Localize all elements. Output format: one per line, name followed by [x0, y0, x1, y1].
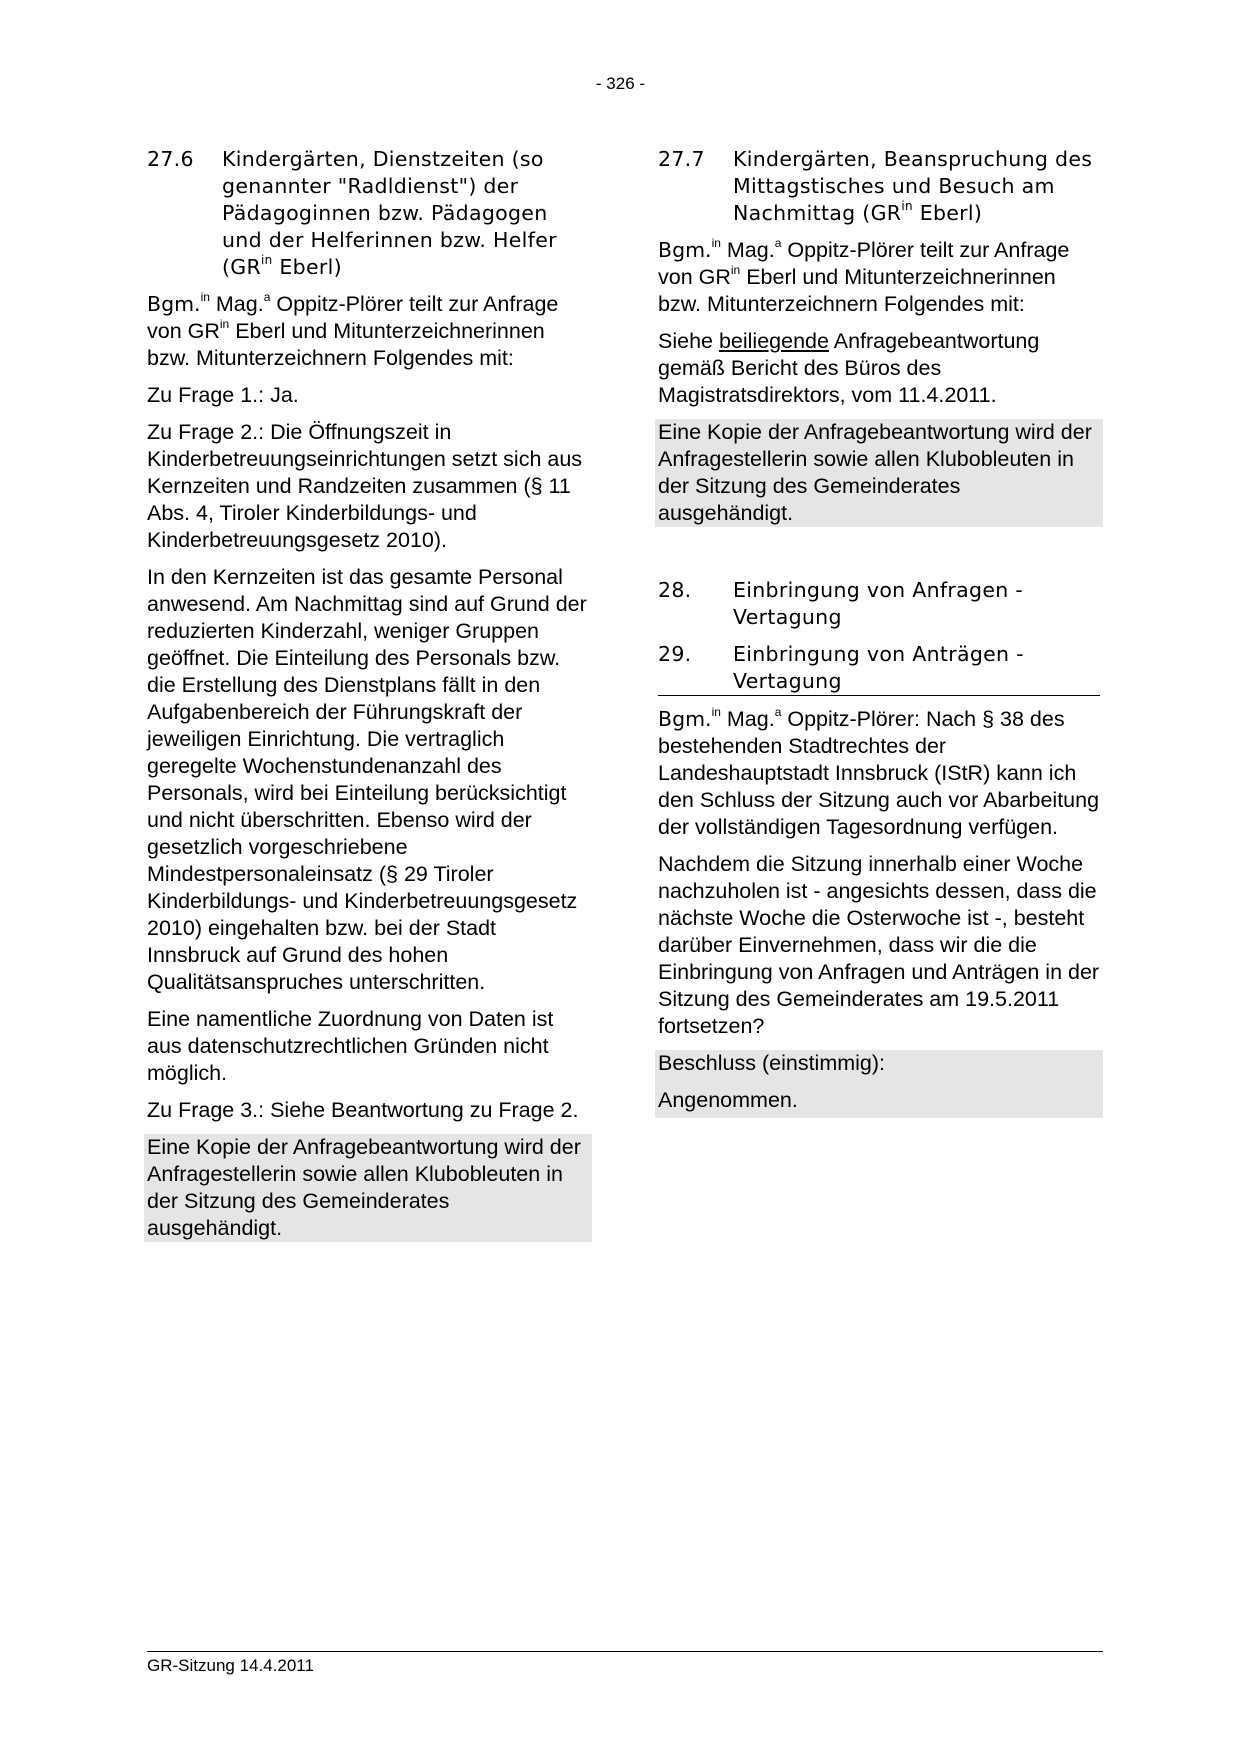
mayor-statement: Bgm.$^{in}$ Mag.$^a$ Oppitz-Plörer: Nach § 38 des bestehenden Stadtrechtes der Landeshauptstadt Innsbruck (IStR) kann ich den Schluss der Sitzung auch vor Abarbeitung der vollständigen Tagesordnung verfügen.	[658, 704, 1100, 839]
heading-number: 27.7	[658, 147, 705, 171]
copy-notice: Eine Kopie der Anfragebeantwortung wird der Anfragestellerin sowie allen Klubobleuten in der Sitzung des Gemeinderates ausgehändigt.	[144, 1134, 592, 1242]
answer-question-3: Zu Frage 3.: Siehe Beantwortung zu Frage 2.	[147, 1098, 579, 1122]
resolution-box	[655, 1050, 1103, 1118]
heading-27-6	[147, 146, 589, 281]
attachment-link: beiliegende	[718, 329, 829, 353]
heading-title: Einbringung von Anträgen - Vertagung	[733, 642, 1024, 693]
heading-27-7	[658, 146, 1100, 227]
heading-title: Einbringung von Anfragen - Vertagung	[733, 578, 1024, 629]
heading-29	[658, 641, 1100, 696]
heading-number: 28.	[658, 578, 692, 602]
answer-question-2: Zu Frage 2.: Die Öffnungszeit in Kinderbetreuungseinrichtungen setzt sich aus Kernzeiten und Randzeiten zusammen (§ 11 Abs. 4, Tiroler Kinderbildungs- und Kinderbetreuungsgesetz 2010).	[147, 420, 583, 552]
left-column	[147, 146, 589, 1252]
intro-paragraph: Bgm.$^{in}$ Mag.$^a$ Oppitz-Plörer teilt zur Anfrage von $GR^{in}$ Eberl und Mitunterzeichnerinnen bzw. Mitunterzeichnern Folgendes mit:	[147, 289, 559, 370]
resolution-label: Beschluss (einstimmig):	[658, 1051, 885, 1075]
postponement-paragraph: Nachdem die Sitzung innerhalb einer Woche nachzuholen ist - angesichts dessen, dass die nächste Woche die Osterwoche ist -, besteht darüber Einvernehmen, dass wir die die Einbringung von Anfragen und Anträgen in der Sitzung des Gemeinderates am 19.5.2011 fortsetzen?	[658, 852, 1100, 1038]
heading-title: Kindergärten, Dienstzeiten (so genannter "Radldienst") der Pädagoginnen bzw. Pädagogen und der Helferinnen bzw. Helfer ($GR^{in}$ Eberl)	[222, 147, 557, 279]
heading-28	[658, 577, 1100, 631]
resolution-result: Angenommen.	[658, 1088, 798, 1112]
attachment-reference: Siehe beiliegende Anfragebeantwortung gemäß Bericht des Büros des Magistratsdirektors, vom 11.4.2011.	[658, 329, 1040, 407]
page-number: - 326 -	[595, 74, 646, 93]
intro-paragraph: Bgm.$^{in}$ Mag.$^a$ Oppitz-Plörer teilt zur Anfrage von $GR^{in}$ Eberl und Mitunterzeichnerinnen bzw. Mitunterzeichnern Folgendes mit:	[658, 235, 1070, 316]
core-times-paragraph: In den Kernzeiten ist das gesamte Personal anwesend. Am Nachmittag sind auf Grund der reduzierten Kinderzahl, weniger Gruppen geöffnet. Die Einteilung des Personals bzw. die Erstellung des Dienstplans fällt in den Aufgabenbereich der Führungskraft der jeweiligen Einrichtung. Die vertraglich geregelte Wochenstundenanzahl des Personals, wird bei Einteilung berücksichtigt und nicht überschritten. Ebenso wird der gesetzlich vorgeschriebene Mindestpersonaleinsatz (§ 29 Tiroler Kinderbildungs- und Kinderbetreuungsgesetz 2010) eingehalten bzw. bei der Stadt Innsbruck auf Grund des hohen Qualitätsanspruches unterschritten.	[147, 565, 587, 994]
answer-question-1: Zu Frage 1.: Ja.	[147, 383, 299, 407]
heading-number: 27.6	[147, 147, 194, 171]
heading-title: Kindergärten, Beanspruchung des Mittagstisches und Besuch am Nachmittag ($GR^{in}$ Eberl)	[733, 147, 1093, 225]
right-column	[658, 146, 1100, 1118]
copy-notice: Eine Kopie der Anfragebeantwortung wird der Anfragestellerin sowie allen Klubobleuten in der Sitzung des Gemeinderates ausgehändigt.	[655, 419, 1103, 527]
heading-number: 29.	[658, 642, 692, 666]
data-protection-paragraph: Eine namentliche Zuordnung von Daten ist aus datenschutzrechtlichen Gründen nicht möglich.	[147, 1007, 554, 1085]
footer: GR-Sitzung 14.4.2011	[147, 1651, 1103, 1676]
